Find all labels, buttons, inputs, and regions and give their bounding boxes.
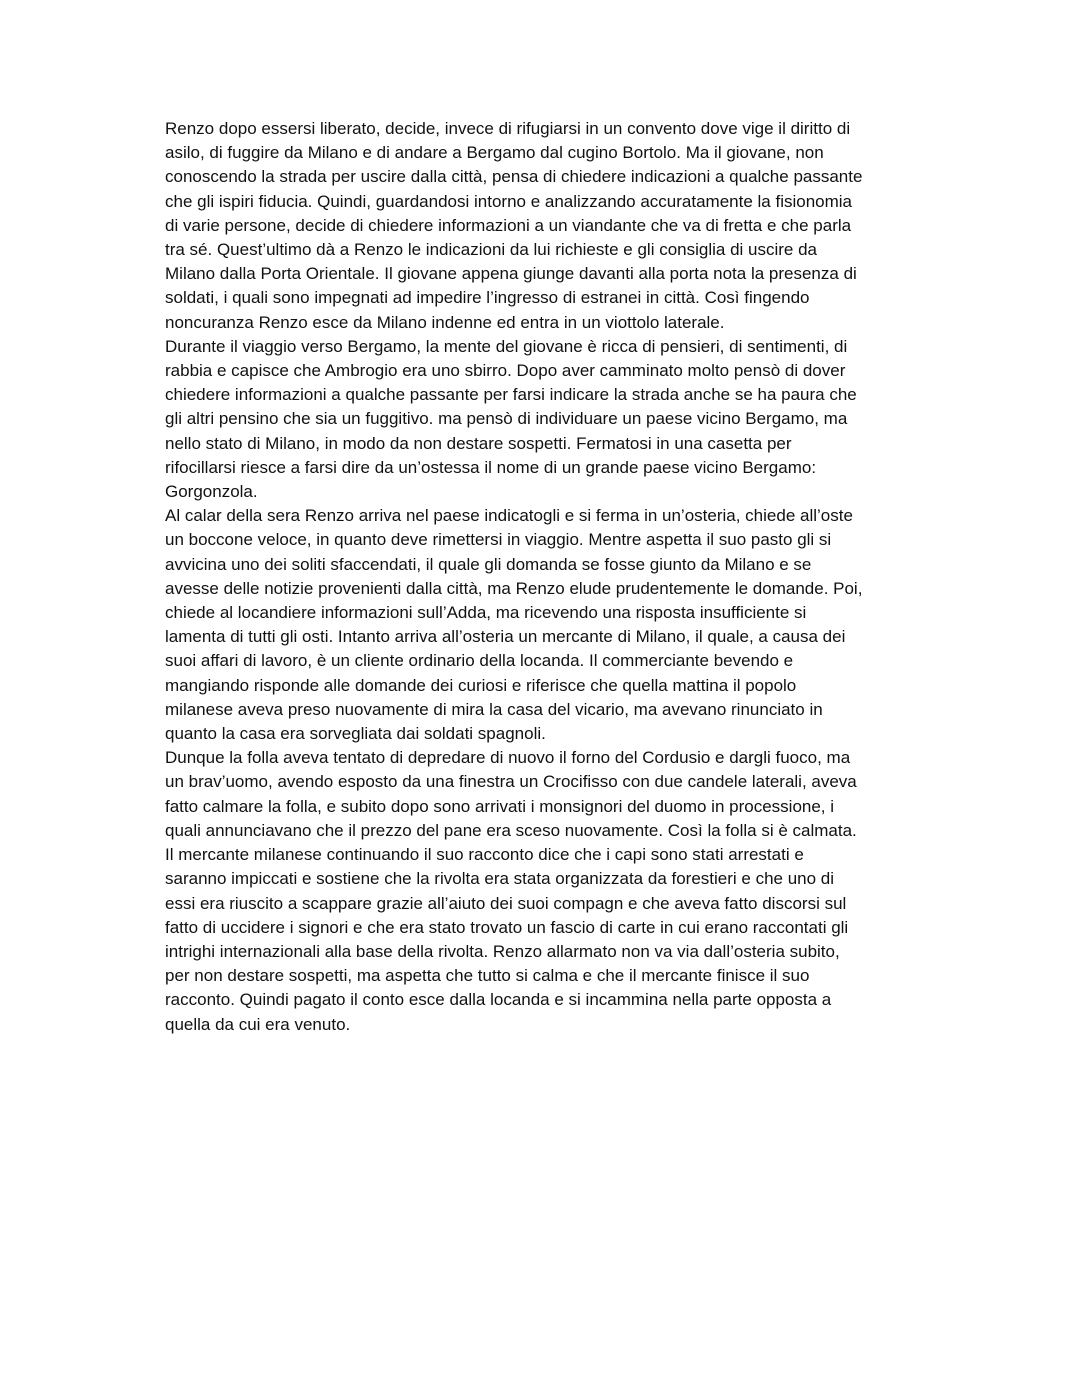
text-line: fatto calmare la folla, e subito dopo sono arrivati i monsignori del duomo in processione, i <box>165 796 835 816</box>
paragraph-2 <box>165 335 917 504</box>
paragraph-3 <box>165 504 917 746</box>
text-line: soldati, i quali sono impegnati ad impedire l’ingresso di estranei in città. Così fingendo <box>165 288 810 308</box>
text-line: quali annunciavano che il prezzo del pane era sceso nuovamente. Così la folla si è calmata. <box>165 820 857 840</box>
text-line: conoscendo la strada per uscire dalla città, pensa di chiedere indicazioni a qualche passante <box>165 167 863 187</box>
text-line: rifocillarsi riesce a farsi dire da un’ostessa il nome di un grande paese vicino Bergamo: <box>165 457 817 477</box>
text-line: Gorgonzola. <box>165 482 258 502</box>
text-line: avvicina uno dei soliti sfaccendati, il quale gli domanda se fosse giunto da Milano e se <box>165 554 812 574</box>
text-line: saranno impiccati e sostiene che la rivolta era stata organizzata da forestieri e che uno di <box>165 869 835 889</box>
text-line: un boccone veloce, in quanto deve rimettersi in viaggio. Mentre aspetta il suo pasto gli si <box>165 530 832 550</box>
text-line: chiedere informazioni a qualche passante per farsi indicare la strada anche se ha paura che <box>165 385 857 405</box>
text-line: chiede al locandiere informazioni sull’Adda, ma ricevendo una risposta insufficiente si <box>165 603 807 623</box>
text-line: rabbia e capisce che Ambrogio era uno sbirro. Dopo aver camminato molto pensò di dover <box>165 361 846 381</box>
text-line: lamenta di tutti gli osti. Intanto arriva all’osteria un mercante di Milano, il quale, a causa dei <box>165 627 846 647</box>
text-line: Durante il viaggio verso Bergamo, la mente del giovane è ricca di pensieri, di sentimenti, di <box>165 336 848 356</box>
text-line: suoi affari di lavoro, è un cliente ordinario della locanda. Il commerciante bevendo e <box>165 651 794 671</box>
text-line: quanto la casa era sorvegliata dai soldati spagnoli. <box>165 724 546 744</box>
text-line: Il mercante milanese continuando il suo racconto dice che i capi sono stati arrestati e <box>165 845 804 865</box>
body-text <box>165 117 917 1037</box>
text-line: tra sé. Quest’ultimo dà a Renzo le indicazioni da lui richieste e gli consiglia di uscire da <box>165 240 818 260</box>
text-line: essi era riuscito a scappare grazie all’aiuto dei suoi compagn e che aveva fatto discorsi sul <box>165 893 847 913</box>
text-line: che gli ispiri fiducia. Quindi, guardandosi intorno e analizzando accuratamente la fisionomia <box>165 191 853 211</box>
text-line: mangiando risponde alle domande dei curiosi e riferisce che quella mattina il popolo <box>165 675 797 695</box>
text-line: Al calar della sera Renzo arriva nel paese indicatogli e si ferma in un’osteria, chiede all’oste <box>165 506 853 526</box>
text-line: Milano dalla Porta Orientale. Il giovane appena giunge davanti alla porta nota la presenza di <box>165 264 857 284</box>
text-line: intrighi internazionali alla base della rivolta. Renzo allarmato non va via dall’osteria subito, <box>165 941 840 961</box>
text-line: nello stato di Milano, in modo da non destare sospetti. Fermatosi in una casetta per <box>165 433 792 453</box>
text-line: milanese aveva preso nuovamente di mira la casa del vicario, ma avevano rinunciato in <box>165 699 823 719</box>
text-line: noncuranza Renzo esce da Milano indenne ed entra in un viottolo laterale. <box>165 312 725 332</box>
text-line: quella da cui era venuto. <box>165 1014 351 1034</box>
text-line: un brav’uomo, avendo esposto da una finestra un Crocifisso con due candele laterali, aveva <box>165 772 857 792</box>
text-line: racconto. Quindi pagato il conto esce dalla locanda e si incammina nella parte opposta a <box>165 990 832 1010</box>
text-line: fatto di uccidere i signori e che era stato trovato un fascio di carte in cui erano raccontati gli <box>165 917 849 937</box>
text-line: asilo, di fuggire da Milano e di andare a Bergamo dal cugino Bortolo. Ma il giovane, non <box>165 143 824 163</box>
text-line: avesse delle notizie provenienti dalla città, ma Renzo elude prudentemente le domande. Poi, <box>165 578 863 598</box>
paragraph-4 <box>165 746 917 1036</box>
paragraph-1 <box>165 117 917 335</box>
text-line: per non destare sospetti, ma aspetta che tutto si calma e che il mercante finisce il suo <box>165 966 810 986</box>
text-line: Renzo dopo essersi liberato, decide, invece di rifugiarsi in un convento dove vige il diritto di <box>165 119 851 138</box>
text-line: gli altri pensino che sia un fuggitivo. ma pensò di individuare un paese vicino Bergamo, ma <box>165 409 848 429</box>
text-line: di varie persone, decide di chiedere informazioni a un viandante che va di fretta e che parla <box>165 215 852 235</box>
text-line: Dunque la folla aveva tentato di depredare di nuovo il forno del Cordusio e dargli fuoco, ma <box>165 748 851 768</box>
